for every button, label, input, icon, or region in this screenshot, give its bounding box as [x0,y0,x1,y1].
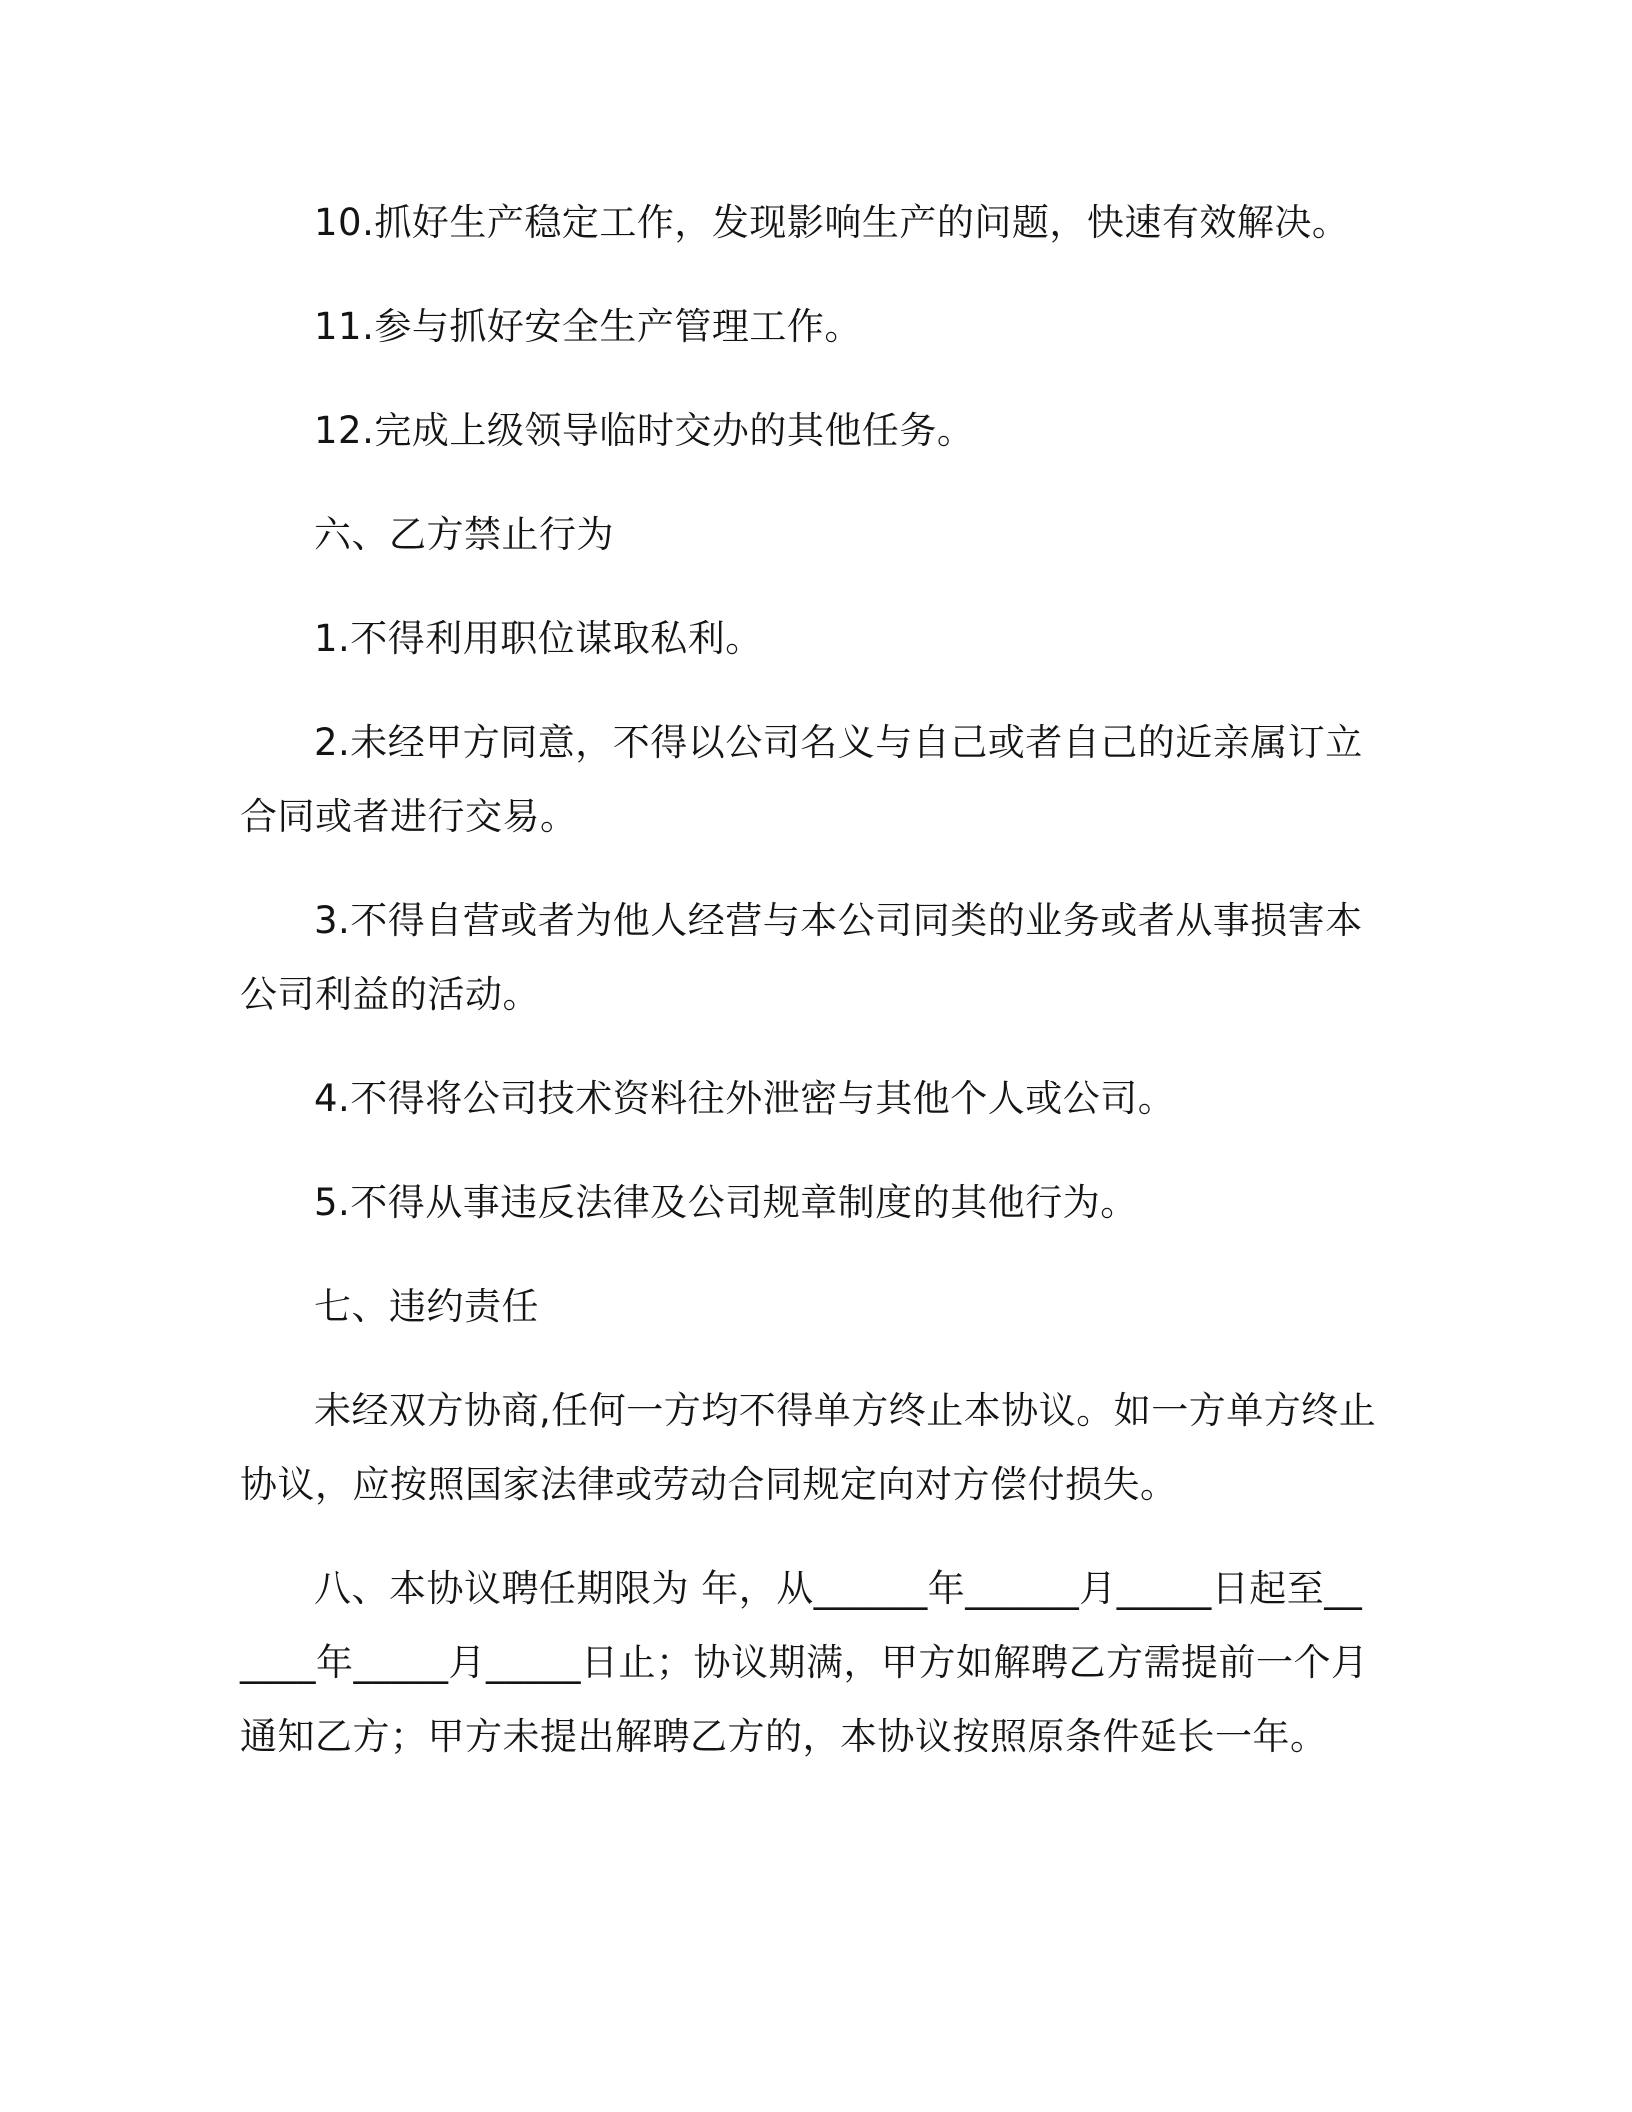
section-heading-prohibited-conduct: 六、乙方禁止行为 [314,513,614,556]
paragraph-prohibition-2: 2.未经甲方同意，不得以公司名义与自己或者自己的近亲属订立合同或者进行交易。 [240,721,1363,838]
paragraph-prohibition-4: 4.不得将公司技术资料往外泄密与其他个人或公司。 [314,1077,1176,1120]
paragraph-breach-liability: 未经双方协商,任何一方均不得单方终止本协议。如一方单方终止协议，应按照国家法律或劳动合同规定向对方偿付损失。 [240,1389,1377,1506]
paragraph-term-of-appointment: 八、本协议聘任期限为 年，从______年______月_____日起至______年_____月_____日止；协议期满，甲方如解聘乙方需提前一个月通知乙方；甲方未提出解聘乙方的，本协议按照原条件延长一年。 [240,1567,1369,1758]
paragraph-prohibition-1: 1.不得利用职位谋取私利。 [314,617,763,660]
paragraph-prohibition-3: 3.不得自营或者为他人经营与本公司同类的业务或者从事损害本公司利益的活动。 [240,899,1363,1016]
paragraph-duty-10: 10.抓好生产稳定工作，发现影响生产的问题，快速有效解决。 [314,201,1350,244]
paragraph-duty-12: 12.完成上级领导临时交办的其他任务。 [314,409,975,452]
paragraph-prohibition-5: 5.不得从事违反法律及公司规章制度的其他行为。 [314,1181,1138,1224]
document-body [240,186,1380,1804]
section-heading-breach-liability: 七、违约责任 [314,1285,539,1328]
paragraph-duty-11: 11.参与抓好安全生产管理工作。 [314,305,862,348]
